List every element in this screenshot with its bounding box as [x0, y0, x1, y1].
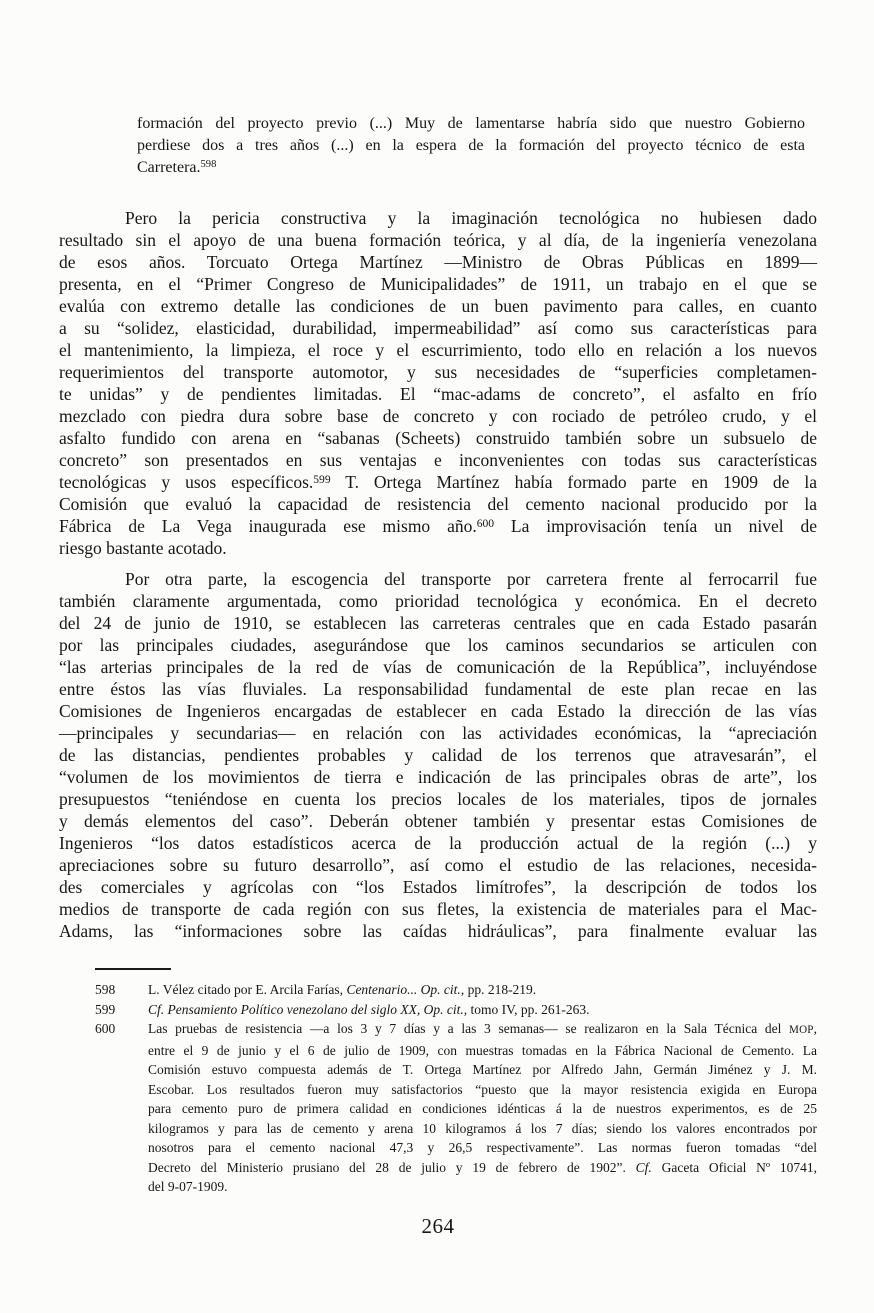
block-quote: [137, 113, 805, 179]
text-segment: de esos años. Torcuato Ortega Martínez —Ministro de Obras Públicas en 1899—: [59, 252, 817, 272]
text-segment: Las pruebas de resistencia —a los 3 y 7 días y a las 3 semanas— se realizaron en la Sala Técnica del: [148, 1021, 790, 1036]
text-segment: el mantenimiento, la limpieza, el roce y el escurrimiento, todo ello en relación a los nuevos: [59, 340, 817, 360]
text-line: [59, 656, 817, 678]
text-segment: Cf.: [635, 1159, 652, 1175]
footnote: [95, 1000, 817, 1020]
text-line: [59, 229, 817, 251]
text-segment: medios de transporte de cada región con sus fletes, la existencia de materiales para el Mac-: [59, 899, 817, 919]
text-line: [59, 634, 817, 656]
text-segment: nosotros para el cemento nacional 47,3 y 26,5 respectivamente”. Las normas fueron tomadas “del: [148, 1140, 817, 1155]
text-line: [137, 135, 805, 157]
text-segment: riesgo bastante acotado.: [59, 538, 227, 558]
text-segment: formación del proyecto previo (...) Muy de lamentarse habría sido que nuestro Gobierno: [137, 115, 805, 132]
text-segment: T. Ortega Martínez había formado parte en 1909 de la: [330, 472, 818, 492]
text-line: [137, 157, 805, 179]
text-segment: MOP: [789, 1024, 814, 1036]
text-segment: Carretera.: [137, 159, 201, 176]
text-line: [148, 1000, 817, 1020]
footnote-text: [148, 1019, 817, 1197]
text-line: [59, 568, 817, 590]
text-segment: tecnológicas y usos específicos.: [59, 472, 314, 492]
text-line: [59, 317, 817, 339]
text-segment: asfalto fundido con arena en “sabanas (Scheets) construido también sobre un subsuelo de: [59, 428, 817, 448]
paragraph-1: [59, 207, 817, 559]
text-line: [59, 876, 817, 898]
text-line: [137, 113, 805, 135]
text-line: [59, 207, 817, 229]
text-segment: del 24 de junio de 1910, se establecen las carreteras centrales que en cada Estado pasarán: [59, 613, 817, 633]
text-segment: La improvisación tenía un nivel de: [494, 516, 817, 536]
text-line: [59, 810, 817, 832]
text-line: [59, 295, 817, 317]
text-segment: Por otra parte, la escogencia del transporte por carretera frente al ferrocarril fue: [125, 569, 817, 589]
text-segment: evalúa con extremo detalle las condiciones de un buen pavimento para calles, en cuanto: [59, 296, 817, 316]
text-line: [59, 612, 817, 634]
paragraph-2: [59, 568, 817, 942]
page-number: 264: [421, 1213, 455, 1238]
text-segment: también claramente argumentada, como prioridad tecnológica y económica. En el decreto: [59, 591, 817, 611]
text-line: [59, 361, 817, 383]
text-line: [59, 766, 817, 788]
text-line: [59, 493, 817, 515]
text-segment: a su “solidez, elasticidad, durabilidad, impermeabilidad” así como sus características para: [59, 318, 817, 338]
text-segment: Cf. Pensamiento Político venezolano del siglo XX, Op. cit.,: [148, 1001, 468, 1017]
text-segment: presenta, en el “Primer Congreso de Municipalidades” de 1911, un trabajo en el que se: [59, 274, 817, 294]
text-segment: Pero la pericia constructiva y la imaginación tecnológica no hubiesen dado: [125, 208, 817, 228]
footnotes-section: [95, 980, 817, 1197]
text-segment: ,: [813, 1021, 817, 1036]
text-segment: resultado sin el apoyo de una buena formación teórica, y al día, de la ingeniería venezolana: [59, 230, 817, 250]
text-segment: concreto” son presentados en sus ventajas e inconvenientes con todas sus características: [59, 450, 817, 470]
text-segment: Gaceta Oficial Nº 10741,: [651, 1159, 818, 1175]
text-segment: entre éstos las vías fluviales. La responsabilidad fundamental de este plan recae en las: [59, 679, 817, 699]
text-segment: L. Vélez citado por E. Arcila Farías,: [148, 982, 347, 997]
footnote-text: [148, 980, 817, 1000]
text-segment: Decreto del Ministerio prusiano del 28 de julio y 19 de febrero de 1902”.: [148, 1159, 636, 1175]
footnote: [95, 1019, 817, 1197]
text-line: [59, 744, 817, 766]
text-segment: —principales y secundarias— en relación con las actividades económicas, la “apreciación: [59, 723, 817, 743]
text-line: [59, 722, 817, 744]
text-segment: apreciaciones sobre su futuro desarrollo”, así como el estudio de las relaciones, necesida-: [59, 855, 817, 875]
text-segment: presupuestos “teniéndose en cuenta los precios locales de los materiales, tipos de jornales: [59, 789, 817, 809]
text-segment: Comisiones de Ingenieros encargadas de establecer en cada Estado la dirección de las vías: [59, 701, 817, 721]
text-segment: “volumen de los movimientos de tierra e indicación de las principales obras de arte”, los: [59, 767, 817, 787]
text-segment: Fábrica de La Vega inaugurada ese mismo año.: [59, 516, 477, 536]
footnote-number: 600: [95, 1021, 116, 1036]
text-segment: Centenario... Op. cit.: [346, 982, 461, 997]
text-line: [148, 1041, 817, 1061]
text-line: [59, 515, 817, 537]
text-line: [59, 590, 817, 612]
text-line: [148, 1158, 817, 1178]
text-segment: “las arterias principales de la red de vías de comunicación de la República”, incluyéndose: [59, 657, 817, 677]
text-segment: por las principales ciudades, asegurándose que los caminos secundarios se articulen con: [59, 635, 817, 655]
text-segment: requerimientos del transporte automotor, y sus necesidades de “superficies completamen-: [59, 362, 817, 382]
footnote-number: 599: [95, 1001, 116, 1017]
text-segment: de las distancias, pendientes probables y calidad de los terrenos que atravesarán”, el: [59, 745, 817, 765]
text-line: [59, 832, 817, 854]
text-line: [59, 449, 817, 471]
footnote: [95, 980, 817, 1000]
footnote-ref: 599: [313, 473, 331, 486]
text-line: [148, 1177, 817, 1197]
text-line: [148, 1080, 817, 1100]
text-segment: Comisión estuvo compuesta además de T. Ortega Martínez por Alfredo Jahn, Germán Jiménez y J. M.: [148, 1062, 817, 1077]
footnote-text: [148, 1000, 817, 1020]
footnote-separator-rule: [95, 968, 171, 970]
text-line: [59, 383, 817, 405]
text-segment: Ingenieros “los datos estadísticos acerca de la producción actual de la región (...) y: [59, 833, 817, 853]
text-segment: Adams, las “informaciones sobre las caídas hidráulicas”, para finalmente evaluar las: [59, 921, 817, 941]
text-line: [59, 251, 817, 273]
text-segment: del 9-07-1909.: [148, 1179, 228, 1194]
text-segment: perdiese dos a tres años (...) en la espera de la formación del proyecto técnico de esta: [137, 137, 805, 154]
text-line: [59, 854, 817, 876]
text-line: [148, 1060, 817, 1080]
text-line: [59, 537, 817, 559]
text-segment: tomo IV, pp. 261-263.: [467, 1001, 590, 1017]
text-line: [148, 1019, 817, 1041]
text-line: [59, 273, 817, 295]
text-line: [59, 427, 817, 449]
text-segment: para cemento puro de primera calidad en condiciones idénticas á la de nuestros experimentos, es de 25: [148, 1101, 817, 1116]
text-line: [148, 1099, 817, 1119]
text-segment: Escobar. Los resultados fueron muy satisfactorios “puesto que la mayor resistencia exigida en Europa: [148, 1081, 817, 1097]
text-segment: y demás elementos del caso”. Deberán obtener también y presentar estas Comisiones de: [59, 811, 817, 831]
text-line: [59, 788, 817, 810]
text-line: [59, 339, 817, 361]
text-segment: Comisión que evaluó la capacidad de resistencia del cemento nacional producido por la: [59, 494, 817, 514]
footnote-ref: 600: [476, 517, 495, 530]
text-line: [59, 471, 817, 493]
footnote-number: 598: [95, 982, 116, 997]
text-line: [148, 1138, 817, 1158]
text-line: [59, 678, 817, 700]
text-line: [59, 700, 817, 722]
text-segment: te unidas” y de pendientes limitadas. El “mac-adams de concreto”, el asfalto en frío: [59, 384, 817, 404]
text-line: [59, 898, 817, 920]
text-line: [148, 980, 817, 1000]
text-segment: , pp. 218-219.: [460, 982, 537, 997]
footnote-ref: 598: [200, 159, 217, 171]
text-segment: kilogramos y para las de cemento y arena 10 kilogramos á los 7 días; siendo los valores encontrados por: [148, 1120, 817, 1136]
text-line: [59, 920, 817, 942]
text-line: [148, 1119, 817, 1139]
text-segment: entre el 9 de junio y el 6 de julio de 1909, con muestras tomadas en la Fábrica Nacional de Cemento. La: [148, 1042, 817, 1058]
text-segment: mezclado con piedra dura sobre base de concreto y con rociado de petróleo crudo, y el: [59, 406, 817, 426]
text-line: [59, 405, 817, 427]
text-segment: des comerciales y agrícolas con “los Estados limítrofes”, la descripción de todos los: [59, 877, 817, 897]
